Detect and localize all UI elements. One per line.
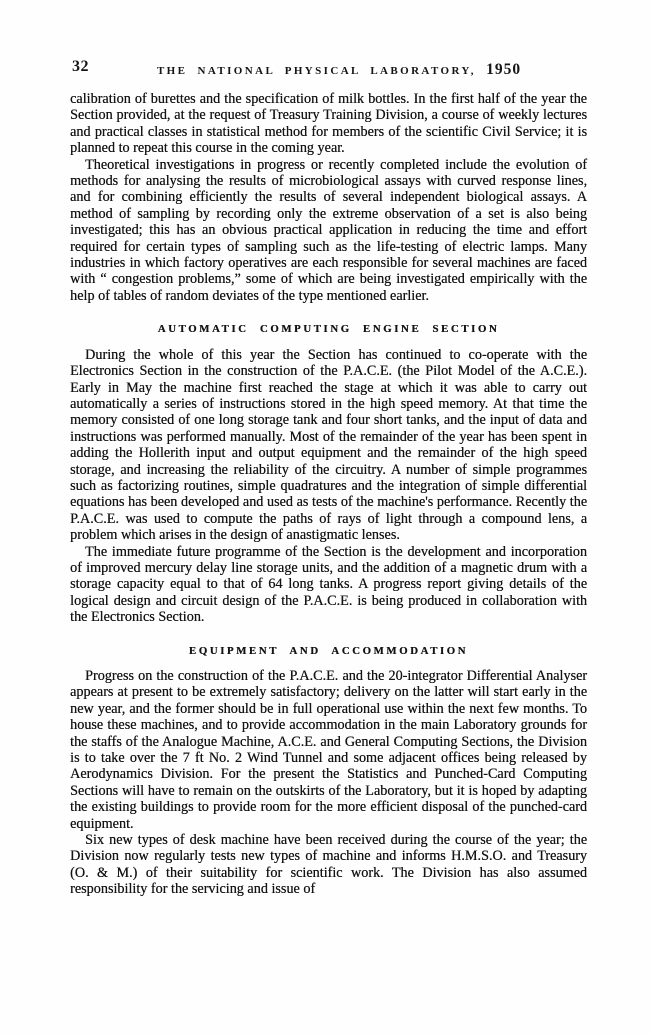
page-number: 32 <box>72 58 89 75</box>
paragraph-desk-machines: Six new types of desk machine have been received during the course of the year; the Division now regularly tests new types of machine and informs H.M.S.O. and Treasury (O. & M.) of their suitability for scientific work. The Division has also assumed responsibility for the servicing and issue of <box>70 832 587 898</box>
paragraph-calibration-continuation: calibration of burettes and the specification of milk bottles. In the first half of the year the Section provided, at the request of Treasury Training Division, a course of weekly lectures and practical classes in statistical method for members of the scientific Civil Service; it is planned to repeat this course in the coming year. <box>70 91 587 157</box>
paragraph-immediate-future-programme: The immediate future programme of the Section is the development and incorporation of improved mercury delay line storage units, and the addition of a magnetic drum with a storage capacity equal to that of 64 long tanks. A progress report giving details of the logical design and circuit design of the P.A.C.E. is being produced in collaboration with the Electronics Section. <box>70 543 587 626</box>
running-title-text: THE NATIONAL PHYSICAL LABORATORY, <box>156 65 476 77</box>
paragraph-progress-construction: Progress on the construction of the P.A.C.E. and the 20-integrator Differential Analyser appears at present to be extremely satisfactory; delivery on the latter will start early in the new year, and the former should be in full operational use within the next few months. To house these machines, and to provide accommodation in the main Laboratory grounds for the staffs of the Analogue Machine, A.C.E. and General Computing Sections, the Division is to take over the 7 ft No. 2 Wind Tunnel and some adjacent offices being released by Aerodynamics Division. For the present the Statistics and Punched-Card Computing Sections will have to remain on the outskirts of the Laboratory, but it is hoped by adapting the existing buildings to provide room for the more efficient disposal of the punched-card equipment. <box>70 668 587 832</box>
paragraph-pace-construction: During the whole of this year the Section has continued to co-operate with the Electronics Section in the construction of the P.A.C.E. (the Pilot Model of the A.C.E.). Early in May the machine first reached the stage at which it was able to carry out automatically a series of instructions stored in the high speed memory. At that time the memory consisted of one long storage tank and four short tanks, and the input of data and instructions was performed manually. Most of the remainder of the year has been spent in adding the Hollerith input and output equipment and the remainder of the high speed storage, and increasing the reliability of the circuitry. A number of simple programmes such as factorizing routines, simple quadratures and the integration of simple differential equations has been developed and used as tests of the machine's performance. Recently the P.A.C.E. was used to compute the paths of rays of light through a compound lens, a problem which arises in the design of anastigmatic lenses. <box>70 346 587 544</box>
running-header <box>70 57 588 79</box>
running-title-year: 1950 <box>486 61 522 78</box>
section-heading-automatic-computing-engine: AUTOMATIC COMPUTING ENGINE SECTION <box>157 323 500 336</box>
page-body <box>70 91 587 898</box>
paragraph-theoretical-investigations: Theoretical investigations in progress or recently completed include the evolution of methods for analysing the results of microbiological assays with curved response lines, and for combining efficiently the results of several independent biological assays. A method of sampling by recording only the extreme observation of a set is also being investigated; this has an obvious practical application in reducing the time and effort required for certain types of sampling such as the life-testing of electric lamps. Many industries in which factory operatives are each responsible for several machines are faced with “ congestion problems,” some of which are being investigated empirically with the help of tables of random deviates of the type mentioned earlier. <box>70 156 587 304</box>
running-title <box>90 61 588 79</box>
section-heading-equipment-accommodation: EQUIPMENT AND ACCOMMODATION <box>188 644 469 657</box>
